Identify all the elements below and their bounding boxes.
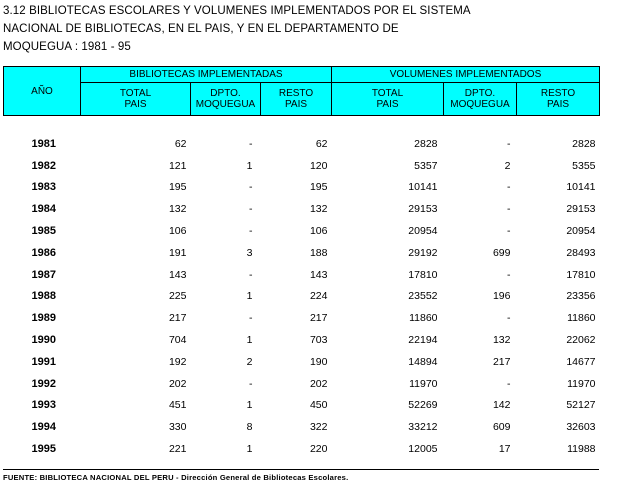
value-cell: 17 — [498, 443, 511, 456]
table-row — [4, 220, 600, 242]
value-cell: 14677 — [566, 355, 596, 368]
value-cell: 132 — [168, 203, 187, 216]
value-cell: 5355 — [572, 159, 596, 172]
header-resto-pais-vol: RESTO PAIS — [517, 83, 600, 116]
table-row — [4, 373, 600, 395]
value-cell: 23356 — [566, 290, 596, 303]
value-cell: - — [507, 137, 511, 150]
table-row — [4, 416, 600, 438]
value-cell: 11988 — [567, 443, 596, 456]
table-body — [4, 116, 600, 460]
value-cell: 3 — [246, 246, 253, 259]
table-row — [4, 133, 600, 155]
value-cell: 217 — [492, 355, 511, 368]
value-cell: 188 — [309, 246, 328, 259]
year-cell: 1984 — [31, 203, 56, 216]
value-cell: 132 — [309, 203, 328, 216]
table-row — [4, 177, 600, 199]
table-title — [3, 2, 603, 56]
value-cell: - — [249, 203, 253, 216]
value-cell: 11860 — [409, 312, 438, 325]
value-cell: 20954 — [566, 225, 596, 238]
value-cell: 195 — [168, 181, 187, 194]
year-cell: 1995 — [31, 443, 56, 456]
value-cell: 52269 — [408, 399, 438, 412]
value-cell: 14894 — [408, 355, 438, 368]
header-total-pais-bib: TOTAL PAIS — [81, 83, 191, 116]
value-cell: 1 — [246, 443, 253, 456]
value-cell: 330 — [168, 421, 187, 434]
year-cell: 1993 — [31, 399, 56, 412]
table-row — [4, 264, 600, 286]
table-row — [4, 307, 600, 329]
value-cell: 10141 — [566, 181, 596, 194]
value-cell: - — [507, 225, 511, 238]
value-cell: 22194 — [408, 334, 438, 347]
value-cell: - — [507, 268, 511, 281]
value-cell: 2 — [504, 159, 511, 172]
year-cell: 1992 — [31, 377, 56, 390]
title-line: MOQUEGUA : 1981 - 95 — [3, 41, 131, 53]
header-dpto-moquegua-bib: DPTO. MOQUEGUA — [191, 83, 261, 116]
year-cell: 1994 — [31, 421, 56, 434]
value-cell: - — [507, 377, 511, 390]
value-cell: 12005 — [408, 443, 438, 456]
title-line: NACIONAL DE BIBLIOTECAS, EN EL PAIS, Y EN EL DEPARTAMENTO DE — [3, 23, 399, 35]
value-cell: 451 — [168, 399, 187, 412]
table-row — [4, 286, 600, 308]
value-cell: - — [249, 268, 253, 281]
value-cell: 106 — [309, 225, 328, 238]
header-bibliotecas: BIBLIOTECAS IMPLEMENTADAS — [81, 67, 332, 83]
year-cell: 1983 — [31, 181, 56, 194]
value-cell: 5357 — [414, 159, 438, 172]
value-cell: 322 — [309, 421, 328, 434]
value-cell: - — [249, 377, 253, 390]
value-cell: 196 — [492, 290, 511, 303]
value-cell: 225 — [168, 290, 187, 303]
value-cell: 11970 — [567, 377, 596, 390]
value-cell: 191 — [168, 246, 187, 259]
value-cell: 609 — [492, 421, 511, 434]
title-line: 3.12 BIBLIOTECAS ESCOLARES Y VOLUMENES IMPLEMENTADOS POR EL SISTEMA — [3, 5, 471, 17]
table-row — [4, 155, 600, 177]
statistics-table — [3, 66, 600, 460]
table-row — [4, 351, 600, 373]
value-cell: 1 — [246, 290, 253, 303]
value-cell: 29153 — [566, 203, 596, 216]
value-cell: - — [249, 312, 253, 325]
value-cell: 142 — [492, 399, 511, 412]
year-cell: 1990 — [31, 334, 56, 347]
value-cell: 221 — [168, 443, 187, 456]
year-cell: 1981 — [31, 137, 56, 150]
value-cell: 217 — [309, 312, 328, 325]
year-cell: 1986 — [31, 246, 56, 259]
value-cell: 10141 — [408, 181, 438, 194]
value-cell: 202 — [309, 377, 328, 390]
value-cell: 1 — [246, 159, 253, 172]
source-note: FUENTE: BIBLIOTECA NACIONAL DEL PERU - Dirección General de Bibliotecas Escolares. — [3, 473, 349, 482]
value-cell: 32603 — [566, 421, 596, 434]
table-row — [4, 438, 600, 460]
footer-divider — [3, 469, 599, 470]
value-cell: 23552 — [408, 290, 438, 303]
header-ano: AÑO — [4, 67, 81, 116]
value-cell: - — [507, 312, 511, 325]
value-cell: 11860 — [567, 312, 596, 325]
value-cell: 120 — [309, 159, 328, 172]
value-cell: - — [507, 181, 511, 194]
value-cell: 217 — [168, 312, 187, 325]
year-cell: 1985 — [31, 225, 56, 238]
value-cell: - — [249, 181, 253, 194]
value-cell: 190 — [309, 355, 328, 368]
value-cell: 143 — [309, 268, 328, 281]
value-cell: 2828 — [414, 137, 438, 150]
header-volumenes: VOLUMENES IMPLEMENTADOS — [332, 67, 600, 83]
value-cell: 22062 — [566, 334, 596, 347]
value-cell: 450 — [309, 399, 328, 412]
value-cell: 1 — [246, 334, 253, 347]
year-cell: 1988 — [31, 290, 56, 303]
value-cell: 52127 — [566, 399, 596, 412]
value-cell: 29153 — [408, 203, 438, 216]
header-dpto-moquegua-vol: DPTO. MOQUEGUA — [444, 83, 517, 116]
value-cell: 62 — [315, 137, 328, 150]
value-cell: 220 — [309, 443, 328, 456]
header-total-pais-vol: TOTAL PAIS — [332, 83, 444, 116]
value-cell: 2828 — [572, 137, 596, 150]
value-cell: 8 — [246, 421, 253, 434]
value-cell: 699 — [492, 246, 511, 259]
value-cell: 17810 — [566, 268, 596, 281]
value-cell: 1 — [246, 399, 253, 412]
table-row — [4, 395, 600, 417]
year-cell: 1989 — [31, 312, 56, 325]
table-row — [4, 198, 600, 220]
header-resto-pais-bib: RESTO PAIS — [261, 83, 332, 116]
value-cell: 195 — [309, 181, 328, 194]
year-cell: 1987 — [31, 268, 56, 281]
value-cell: - — [249, 137, 253, 150]
value-cell: 17810 — [408, 268, 438, 281]
value-cell: 11970 — [409, 377, 438, 390]
value-cell: 202 — [168, 377, 187, 390]
value-cell: 121 — [168, 159, 187, 172]
table-row — [4, 242, 600, 264]
value-cell: 224 — [309, 290, 328, 303]
year-cell: 1991 — [31, 355, 56, 368]
value-cell: 132 — [492, 334, 511, 347]
value-cell: 28493 — [566, 246, 596, 259]
table-row — [4, 329, 600, 351]
value-cell: 143 — [168, 268, 187, 281]
value-cell: 2 — [246, 355, 253, 368]
value-cell: - — [507, 203, 511, 216]
value-cell: 192 — [168, 355, 187, 368]
value-cell: - — [249, 225, 253, 238]
year-cell: 1982 — [31, 159, 56, 172]
value-cell: 703 — [309, 334, 328, 347]
value-cell: 704 — [168, 334, 187, 347]
value-cell: 62 — [174, 137, 187, 150]
value-cell: 106 — [168, 225, 187, 238]
value-cell: 20954 — [408, 225, 438, 238]
value-cell: 29192 — [408, 246, 438, 259]
value-cell: 33212 — [408, 421, 438, 434]
